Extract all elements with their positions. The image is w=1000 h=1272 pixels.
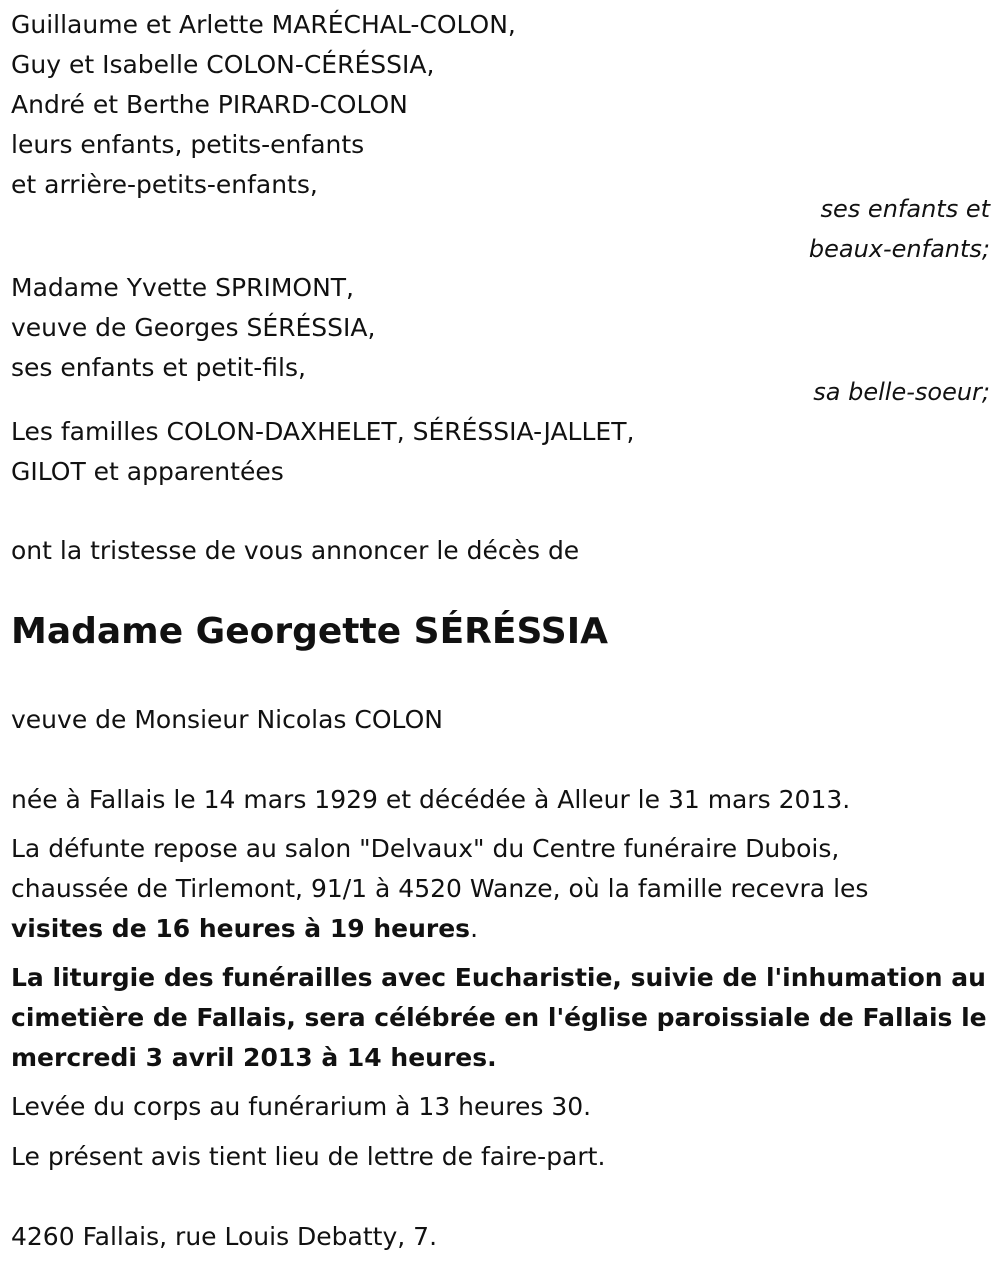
relation-line: ses enfants et (820, 195, 990, 223)
levee-text: Levée du corps au funérarium à 13 heures 30. (11, 1092, 592, 1121)
family-line: veuve de Georges SÉRÉSSIA, (11, 313, 376, 342)
repose-visits-line (11, 909, 478, 949)
address-text: 4260 Fallais, rue Louis Debatty, 7. (11, 1222, 438, 1251)
family-line: André et Berthe PIRARD-COLON (11, 90, 408, 119)
liturgy-line: mercredi 3 avril 2013 à 14 heures. (11, 1043, 497, 1072)
visits-hours: visites de 16 heures à 19 heures (11, 914, 471, 943)
family-line: GILOT et apparentées (11, 457, 284, 486)
birth-death-text: née à Fallais le 14 mars 1929 et décédée à Alleur le 31 mars 2013. (11, 785, 851, 814)
repose-line: chaussée de Tirlemont, 91/1 à 4520 Wanze, où la famille recevra les (11, 874, 869, 903)
relation-line: beaux-enfants; (808, 235, 990, 263)
notice-text: Le présent avis tient lieu de lettre de faire-part. (11, 1142, 606, 1171)
family-line: Guy et Isabelle COLON-CÉRÉSSIA, (11, 50, 435, 79)
family-line: Madame Yvette SPRIMONT, (11, 273, 354, 302)
family-line: Guillaume et Arlette MARÉCHAL-COLON, (11, 10, 516, 39)
repose-line: La défunte repose au salon "Delvaux" du Centre funéraire Dubois, (11, 834, 840, 863)
family-line: leurs enfants, petits-enfants (11, 130, 365, 159)
family-line: et arrière-petits-enfants, (11, 170, 318, 199)
liturgy-line: La liturgie des funérailles avec Eucharistie, suivie de l'inhumation au (11, 963, 986, 992)
family-line: ses enfants et petit-fils, (11, 353, 306, 382)
liturgy-line: cimetière de Fallais, sera célébrée en l'église paroissiale de Fallais le (11, 1003, 987, 1032)
family-line: Les familles COLON-DAXHELET, SÉRÉSSIA-JALLET, (11, 417, 635, 446)
relation-2: sa belle-soeur; (813, 378, 990, 406)
widow-of-text: veuve de Monsieur Nicolas COLON (11, 705, 443, 734)
deceased-name: Madame Georgette SÉRÉSSIA (11, 611, 608, 652)
visits-period: . (470, 914, 479, 943)
announcement-text: ont la tristesse de vous annoncer le décès de (11, 536, 580, 565)
